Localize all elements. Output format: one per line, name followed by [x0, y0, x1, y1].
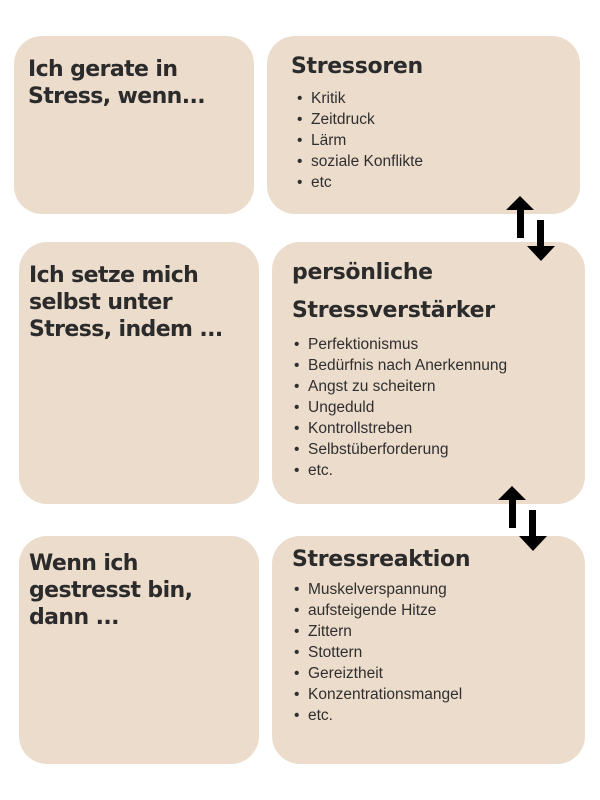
- list-item: • Kritik: [297, 88, 570, 109]
- list-item: • Selbstüberforderung: [294, 439, 577, 460]
- stressverstaerker-list: [294, 334, 577, 481]
- stressoren-title: Stressoren: [291, 54, 423, 79]
- list-item: • Muskelverspannung: [294, 579, 577, 600]
- prompt-text-stress-when: Ich gerate in Stress, wenn...: [28, 57, 205, 109]
- prompt-card-self-stress: [19, 242, 259, 504]
- list-item: • Stottern: [294, 642, 577, 663]
- list-item: • Angst zu scheitern: [294, 376, 577, 397]
- list-item: • Lärm: [297, 130, 570, 151]
- list-item: • etc.: [294, 460, 577, 481]
- stressoren-list: [297, 88, 570, 193]
- list-item: • aufsteigende Hitze: [294, 600, 577, 621]
- up-down-arrows-icon: [504, 196, 560, 262]
- list-item: • Ungeduld: [294, 397, 577, 418]
- list-item: • soziale Konflikte: [297, 151, 570, 172]
- prompt-text-when-stressed: Wenn ich gestresst bin, dann ...: [29, 551, 193, 630]
- up-down-arrows-icon: [496, 486, 552, 552]
- stressreaktion-card: [272, 536, 585, 764]
- list-item: • Perfektionismus: [294, 334, 577, 355]
- list-item: • Bedürfnis nach Anerkennung: [294, 355, 577, 376]
- prompt-text-self-stress: Ich setze mich selbst unter Stress, indem ...: [29, 263, 223, 342]
- list-item: • Gereiztheit: [294, 663, 577, 684]
- prompt-card-when-stressed: [19, 536, 259, 764]
- list-item: • Konzentrationsmangel: [294, 684, 577, 705]
- list-item: • Kontrollstreben: [294, 418, 577, 439]
- stressreaktion-list: [294, 579, 577, 726]
- prompt-card-stress-when: [14, 36, 254, 214]
- list-item: • etc: [297, 172, 570, 193]
- stressreaktion-title: Stressreaktion: [292, 547, 471, 572]
- list-item: • Zittern: [294, 621, 577, 642]
- stressoren-card: [267, 36, 580, 214]
- list-item: • Zeitdruck: [297, 109, 570, 130]
- stressverstaerker-title: persönliche Stressverstärker: [292, 260, 495, 323]
- list-item: • etc.: [294, 705, 577, 726]
- stressverstaerker-card: [272, 242, 585, 504]
